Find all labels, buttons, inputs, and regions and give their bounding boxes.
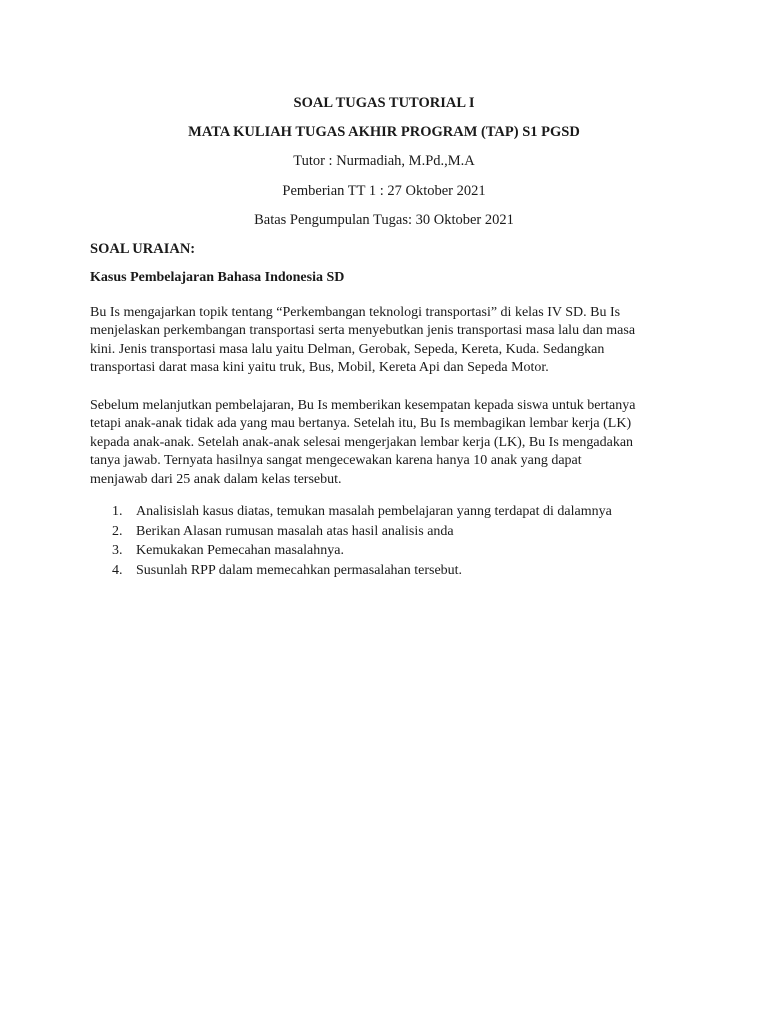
case-paragraph-2	[90, 397, 690, 489]
question-text: Analisislah kasus diatas, temukan masalah pembelajaran yanng terdapat di dalamnya	[136, 504, 612, 519]
paragraph-line: tanya jawab. Ternyata hasilnya sangat mengecewakan karena hanya 10 anak yang dapat	[90, 453, 582, 469]
case-paragraph-1	[90, 304, 690, 378]
question-number: 1.	[112, 504, 123, 519]
question-item	[90, 561, 690, 581]
paragraph-line: menjawab dari 25 anak dalam kelas tersebut.	[90, 471, 342, 487]
paragraph-line: Bu Is mengajarkan topik tentang “Perkembangan teknologi transportasi” di kelas IV SD. Bu Is	[90, 305, 621, 320]
paragraph-line: kini. Jenis transportasi masa lalu yaitu Delman, Gerobak, Sepeda, Kereta, Kuda. Sedangkan	[90, 341, 605, 357]
question-text: Berikan Alasan rumusan masalah atas hasil analisis anda	[136, 523, 454, 539]
paragraph-line: Sebelum melanjutkan pembelajaran, Bu Is memberikan kesempatan kepada siswa untuk bertanya	[90, 398, 636, 413]
deadline-line: Batas Pengumpulan Tugas: 30 Oktober 2021	[254, 212, 514, 228]
case-title: Kasus Pembelajaran Bahasa Indonesia SD	[90, 270, 345, 285]
document-title: SOAL TUGAS TUTORIAL I	[293, 95, 475, 111]
question-number: 2.	[112, 523, 123, 539]
question-list	[90, 502, 690, 580]
tutor-line: Tutor : Nurmadiah, M.Pd.,M.A	[293, 153, 475, 169]
paragraph-line: tetapi anak-anak tidak ada yang mau bertanya. Setelah itu, Bu Is membagikan lembar kerja (LK)	[90, 416, 632, 432]
question-number: 3.	[112, 543, 123, 558]
paragraph-line: transportasi darat masa kini yaitu truk, Bus, Mobil, Kereta Api dan Sepeda Motor.	[90, 360, 549, 376]
section-heading: SOAL URAIAN:	[90, 241, 196, 257]
paragraph-line: menjelaskan perkembangan transportasi serta menyebutkan jenis transportasi masa lalu dan masa	[90, 323, 636, 339]
question-number: 4.	[112, 562, 123, 578]
paragraph-line: kepada anak-anak. Setelah anak-anak selesai mengerjakan lembar kerja (LK), Bu Is mengadakan	[90, 434, 634, 450]
question-item	[90, 541, 690, 561]
question-text: Susunlah RPP dalam memecahkan permasalahan tersebut.	[136, 562, 463, 578]
given-date-line: Pemberian TT 1 : 27 Oktober 2021	[282, 183, 486, 199]
course-title: MATA KULIAH TUGAS AKHIR PROGRAM (TAP) S1 PGSD	[188, 124, 580, 140]
question-item	[90, 522, 690, 542]
question-item	[90, 502, 690, 522]
question-text: Kemukakan Pemecahan masalahnya.	[136, 543, 344, 558]
